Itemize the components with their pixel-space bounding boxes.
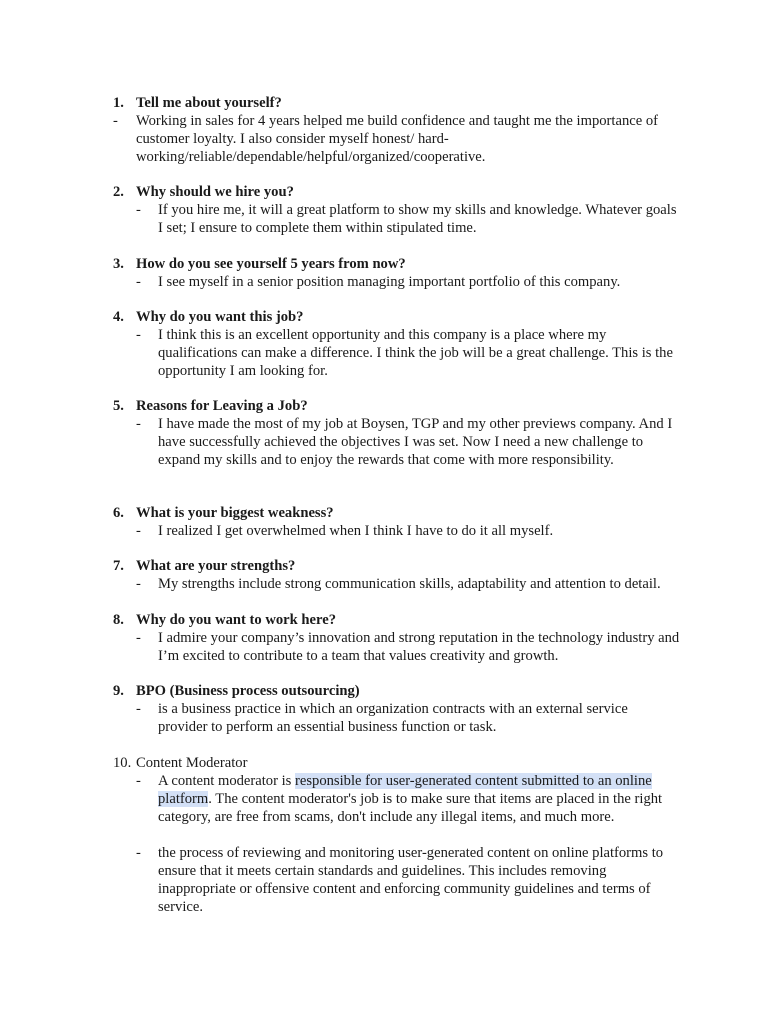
question-number: 7. (113, 558, 124, 574)
bullet-dash: - (136, 701, 141, 717)
question-title: BPO (Business process outsourcing) (136, 683, 360, 699)
answer-text: is a business practice in which an organization contracts with an external service provider to perform an essential business function or task. (158, 701, 628, 735)
question-2 (0, 183, 768, 237)
answer-item (0, 575, 768, 593)
question-title: How do you see yourself 5 years from now? (136, 256, 406, 272)
question-number: 2. (113, 184, 124, 200)
question-number: 6. (113, 505, 124, 521)
answer-item (0, 326, 768, 380)
answer-text: I think this is an excellent opportunity and this company is a place where my qualifications can make a difference. I think the job will be a great challenge. This is the opportunity I am looking for. (158, 327, 673, 379)
question-3 (0, 255, 768, 291)
answer-text: the process of reviewing and monitoring user-generated content on online platforms to ensure that it meets certain standards and guidelines. This includes removing inappropriate or offensive content and enforcing community guidelines and terms of service. (158, 845, 664, 915)
question-number: 9. (113, 683, 124, 699)
answer-text: Working in sales for 4 years helped me build confidence and taught me the importance of customer loyalty. I also consider myself honest/ hard-working/reliable/dependable/helpful/organized/cooperative. (136, 113, 659, 165)
answer-text: My strengths include strong communication skills, adaptability and attention to detail. (158, 576, 661, 592)
question-number: 10. (113, 755, 132, 771)
question-number: 3. (113, 256, 124, 272)
question-title: Content Moderator (136, 755, 248, 771)
question-9 (0, 682, 768, 736)
bullet-dash: - (136, 630, 141, 646)
question-4 (0, 308, 768, 380)
answer-text-before: A content moderator is (158, 773, 295, 789)
answer-item (0, 629, 768, 665)
bullet-dash: - (136, 202, 141, 218)
answer-text: I admire your company’s innovation and strong reputation in the technology industry and I’m excited to contribute to a team that values creativity and growth. (158, 630, 680, 664)
answer-text (158, 772, 680, 826)
question-title: Tell me about yourself? (136, 95, 282, 111)
question-1 (0, 94, 768, 166)
question-title: What is your biggest weakness? (136, 505, 334, 521)
question-title: Why do you want this job? (136, 309, 304, 325)
question-number: 1. (113, 95, 124, 111)
bullet-dash: - (136, 576, 141, 592)
bullet-dash: - (113, 113, 118, 129)
answer-text: I see myself in a senior position managing important portfolio of this company. (158, 274, 621, 290)
question-title: Why should we hire you? (136, 184, 294, 200)
answer-item (0, 844, 768, 916)
answer-text: If you hire me, it will a great platform to show my skills and knowledge. Whatever goals I set; I ensure to complete them within stipulated time. (158, 202, 677, 236)
bullet-dash: - (136, 523, 141, 539)
question-number: 5. (113, 398, 124, 414)
question-7 (0, 557, 768, 593)
highlighted-text: responsible for user-generated content submitted to an online platform (158, 773, 652, 807)
answer-item (0, 772, 768, 826)
answer-item (0, 112, 768, 166)
question-5 (0, 397, 768, 469)
answer-item (0, 700, 768, 736)
bullet-dash: - (136, 327, 141, 343)
answer-item (0, 201, 768, 237)
bullet-dash: - (136, 274, 141, 290)
question-8 (0, 611, 768, 665)
answer-text: I realized I get overwhelmed when I think I have to do it all myself. (158, 523, 554, 539)
answer-text-after: . The content moderator's job is to make sure that items are placed in the right category, are free from scams, don't include any illegal items, and much more. (158, 791, 663, 825)
question-title: What are your strengths? (136, 558, 296, 574)
bullet-dash: - (136, 773, 141, 789)
answer-item (0, 415, 768, 469)
question-title: Why do you want to work here? (136, 612, 337, 628)
question-6 (0, 504, 768, 540)
question-10 (0, 754, 768, 916)
question-title: Reasons for Leaving a Job? (136, 398, 308, 414)
question-number: 4. (113, 309, 124, 325)
answer-item (0, 522, 768, 540)
answer-text: I have made the most of my job at Boysen, TGP and my other previews company. And I have successfully achieved the objectives I was set. Now I need a new challenge to expand my skills and to enjoy the rewards that come with more responsibility. (158, 416, 673, 468)
answer-item (0, 273, 768, 291)
bullet-dash: - (136, 416, 141, 432)
question-number: 8. (113, 612, 124, 628)
bullet-dash: - (136, 845, 141, 861)
